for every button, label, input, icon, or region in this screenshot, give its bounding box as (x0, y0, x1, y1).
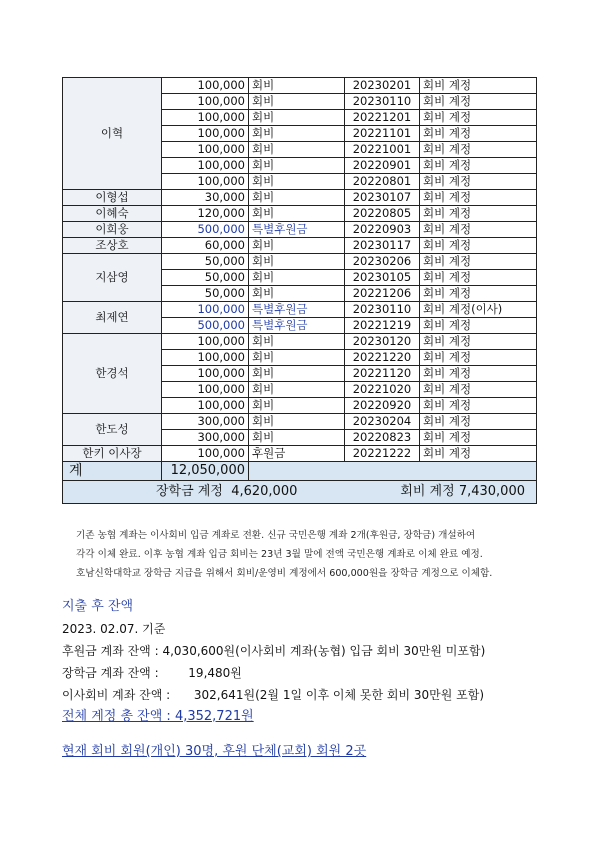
type-cell: 회비 (249, 414, 345, 430)
account-cell: 회비 계정 (420, 334, 537, 350)
amount-cell: 300,000 (162, 414, 249, 430)
account-subtotals (63, 481, 537, 504)
donor-name: 지삼영 (63, 254, 162, 302)
donation-ledger-table (62, 77, 537, 504)
type-cell: 회비 (249, 94, 345, 110)
type-cell: 특별후원금 (249, 318, 345, 334)
donor-name: 조상호 (63, 238, 162, 254)
dues-subtotal (400, 481, 525, 503)
account-cell: 회비 계정 (420, 190, 537, 206)
total-label: 계 (63, 462, 162, 481)
note-line: 기존 농협 계좌는 이사회비 입금 계좌로 전환. 신규 국민은행 계좌 2개(후원금, 장학금) 개설하여 (76, 530, 476, 541)
amount-cell: 50,000 (162, 286, 249, 302)
amount-cell: 100,000 (162, 158, 249, 174)
date-cell: 20220801 (345, 174, 420, 190)
table-row (63, 238, 537, 254)
scholarship-subtotal-value: 4,620,000 (231, 484, 298, 499)
donor-name: 최제연 (63, 302, 162, 334)
account-cell: 회비 계정 (420, 366, 537, 382)
date-cell: 20220823 (345, 430, 420, 446)
type-cell: 회비 (249, 174, 345, 190)
table-row (63, 222, 537, 238)
amount-cell: 100,000 (162, 302, 249, 318)
amount-cell: 100,000 (162, 350, 249, 366)
date-cell: 20230110 (345, 94, 420, 110)
date-cell: 20230117 (345, 238, 420, 254)
type-cell: 회비 (249, 190, 345, 206)
type-cell: 회비 (249, 350, 345, 366)
table-row (63, 190, 537, 206)
total-filler (249, 462, 537, 481)
amount-cell: 100,000 (162, 334, 249, 350)
date-cell: 20230206 (345, 254, 420, 270)
account-cell: 회비 계정 (420, 398, 537, 414)
amount-cell: 100,000 (162, 382, 249, 398)
balance-date: 2023. 02.07. 기준 (62, 622, 166, 636)
date-cell: 20220805 (345, 206, 420, 222)
type-cell: 특별후원금 (249, 302, 345, 318)
type-cell: 회비 (249, 238, 345, 254)
donor-name: 이형섭 (63, 190, 162, 206)
amount-cell: 500,000 (162, 222, 249, 238)
donor-name: 이혜숙 (63, 206, 162, 222)
donation-balance-value: 4,030,600원(이사회비 계좌(농협) 입금 회비 30만원 미포함) (162, 644, 486, 658)
amount-cell: 100,000 (162, 446, 249, 462)
account-subtotal-row (63, 481, 537, 504)
scholarship-balance-row (62, 662, 485, 684)
amount-cell: 100,000 (162, 94, 249, 110)
scholarship-balance-label: 장학금 계좌 잔액 : (62, 666, 159, 680)
type-cell: 회비 (249, 270, 345, 286)
donation-balance-label: 후원금 계좌 잔액 : (62, 644, 159, 658)
board-balance-value: 302,641원(2월 1일 이후 이체 못한 회비 30만원 포함) (193, 688, 484, 702)
account-cell: 회비 계정 (420, 254, 537, 270)
amount-cell: 50,000 (162, 254, 249, 270)
dues-subtotal-label: 회비 계정 (400, 484, 455, 499)
table-row (63, 254, 537, 270)
balance-title: 지출 후 잔액 (62, 599, 134, 614)
notes-section (76, 526, 556, 583)
type-cell: 회비 (249, 142, 345, 158)
date-cell: 20230204 (345, 414, 420, 430)
account-cell: 회비 계정 (420, 94, 537, 110)
balance-section (62, 596, 485, 728)
account-cell: 회비 계정 (420, 350, 537, 366)
date-cell: 20221206 (345, 286, 420, 302)
account-cell: 회비 계정 (420, 222, 537, 238)
amount-cell: 30,000 (162, 190, 249, 206)
account-cell: 회비 계정 (420, 142, 537, 158)
type-cell: 회비 (249, 382, 345, 398)
board-balance-row (62, 684, 485, 706)
account-cell: 회비 계정 (420, 414, 537, 430)
account-cell: 회비 계정 (420, 430, 537, 446)
amount-cell: 300,000 (162, 430, 249, 446)
date-cell: 20221220 (345, 350, 420, 366)
donor-name: 이희웅 (63, 222, 162, 238)
date-cell: 20221020 (345, 382, 420, 398)
amount-cell: 100,000 (162, 174, 249, 190)
date-cell: 20230105 (345, 270, 420, 286)
total-value: 12,050,000 (162, 462, 249, 481)
type-cell: 회비 (249, 254, 345, 270)
type-cell: 회비 (249, 366, 345, 382)
account-cell: 회비 계정 (420, 238, 537, 254)
account-cell: 회비 계정 (420, 206, 537, 222)
amount-cell: 100,000 (162, 142, 249, 158)
type-cell: 회비 (249, 158, 345, 174)
donor-name: 이혁 (63, 78, 162, 190)
account-cell: 회비 계정 (420, 126, 537, 142)
date-cell: 20220901 (345, 158, 420, 174)
date-cell: 20230120 (345, 334, 420, 350)
table-row (63, 334, 537, 350)
table-row (63, 206, 537, 222)
account-cell: 회비 계정 (420, 318, 537, 334)
type-cell: 회비 (249, 286, 345, 302)
table-row (63, 414, 537, 430)
date-cell: 20221120 (345, 366, 420, 382)
note-line: 호남신학대학교 장학금 지급을 위해서 회비/운영비 계정에서 600,000원을 장학금 계정으로 이체함. (76, 568, 493, 579)
date-cell: 20221219 (345, 318, 420, 334)
type-cell: 특별후원금 (249, 222, 345, 238)
date-cell: 20221101 (345, 126, 420, 142)
amount-cell: 50,000 (162, 270, 249, 286)
type-cell: 회비 (249, 206, 345, 222)
type-cell: 회비 (249, 398, 345, 414)
donor-name: 한키 이사장 (63, 446, 162, 462)
amount-cell: 100,000 (162, 126, 249, 142)
note-line: 각각 이체 완료. 이후 농협 계좌 입금 회비는 23년 3월 말에 전액 국민은행 계좌로 이체 완료 예정. (76, 549, 483, 560)
date-cell: 20230201 (345, 78, 420, 94)
board-balance-label: 이사회비 계좌 잔액 : (62, 688, 171, 702)
total-balance: 전체 계정 총 잔액 : 4,352,721원 (62, 709, 254, 724)
type-cell: 회비 (249, 78, 345, 94)
table-row (63, 446, 537, 462)
amount-cell: 100,000 (162, 366, 249, 382)
scholarship-subtotal-label: 장학금 계정 (156, 484, 223, 499)
amount-cell: 100,000 (162, 78, 249, 94)
account-cell: 회비 계정 (420, 78, 537, 94)
type-cell: 회비 (249, 110, 345, 126)
member-count: 현재 회비 회원(개인) 30명, 후원 단체(교회) 회원 2곳 (62, 744, 367, 759)
date-cell: 20220903 (345, 222, 420, 238)
scholarship-balance-value: 19,480원 (188, 666, 242, 680)
account-cell: 회비 계정(이사) (420, 302, 537, 318)
amount-cell: 100,000 (162, 398, 249, 414)
date-cell: 20230110 (345, 302, 420, 318)
date-cell: 20221222 (345, 446, 420, 462)
account-cell: 회비 계정 (420, 382, 537, 398)
date-cell: 20220920 (345, 398, 420, 414)
type-cell: 회비 (249, 430, 345, 446)
account-cell: 회비 계정 (420, 446, 537, 462)
amount-cell: 100,000 (162, 110, 249, 126)
date-cell: 20221001 (345, 142, 420, 158)
amount-cell: 60,000 (162, 238, 249, 254)
donation-balance-row (62, 640, 485, 662)
account-cell: 회비 계정 (420, 270, 537, 286)
account-cell: 회비 계정 (420, 286, 537, 302)
amount-cell: 500,000 (162, 318, 249, 334)
amount-cell: 120,000 (162, 206, 249, 222)
type-cell: 회비 (249, 334, 345, 350)
table-row (63, 302, 537, 318)
dues-subtotal-value: 7,430,000 (458, 484, 525, 499)
date-cell: 20230107 (345, 190, 420, 206)
scholarship-subtotal (156, 481, 297, 503)
account-cell: 회비 계정 (420, 174, 537, 190)
date-cell: 20221201 (345, 110, 420, 126)
total-row (63, 462, 537, 481)
account-cell: 회비 계정 (420, 158, 537, 174)
table-row (63, 78, 537, 94)
donor-name: 한경석 (63, 334, 162, 414)
donor-name: 한도성 (63, 414, 162, 446)
type-cell: 회비 (249, 126, 345, 142)
type-cell: 후원금 (249, 446, 345, 462)
account-cell: 회비 계정 (420, 110, 537, 126)
